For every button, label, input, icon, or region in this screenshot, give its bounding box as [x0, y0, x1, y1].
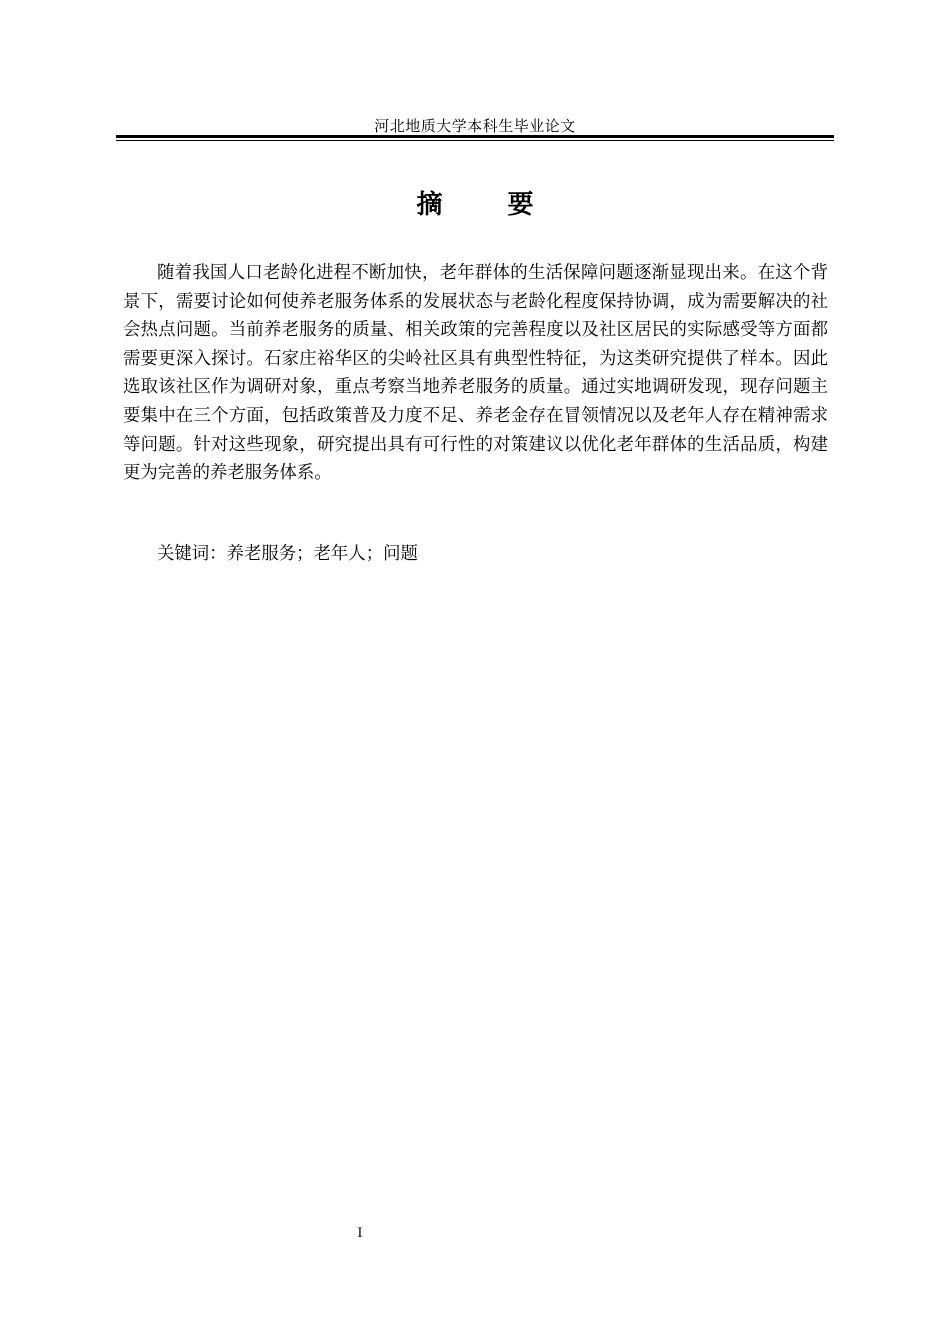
- page-number: I: [357, 1226, 363, 1241]
- running-header-title: 河北地质大学本科生毕业论文: [374, 117, 576, 135]
- abstract-heading: 摘 要: [416, 190, 562, 220]
- header-rule-thick: [116, 135, 834, 138]
- header-rule-thin: [116, 140, 834, 141]
- keywords-line: 关键词：养老服务；老年人；问题: [157, 544, 418, 564]
- abstract-body: 随着我国人口老龄化进程不断加快，老年群体的生活保障问题逐渐显现出来。在这个背景下，需要讨论如何使养老服务体系的发展状态与老龄化程度保持协调，成为需要解决的社会热点问题。当前养老服务的质量、相关政策的完善程度以及社区居民的实际感受等方面都需要更深入探讨。石家庄裕华区的尖岭社区具有典型性特征，为这类研究提供了样本。因此选取该社区作为调研对象，重点考察当地养老服务的质量。通过实地调研发现，现存问题主要集中在三个方面，包括政策普及力度不足、养老金存在冒领情况以及老年人存在精神需求等问题。针对这些现象，研究提出具有可行性的对策建议以优化老年群体的生活品质，构建更为完善的养老服务体系。: [123, 263, 828, 484]
